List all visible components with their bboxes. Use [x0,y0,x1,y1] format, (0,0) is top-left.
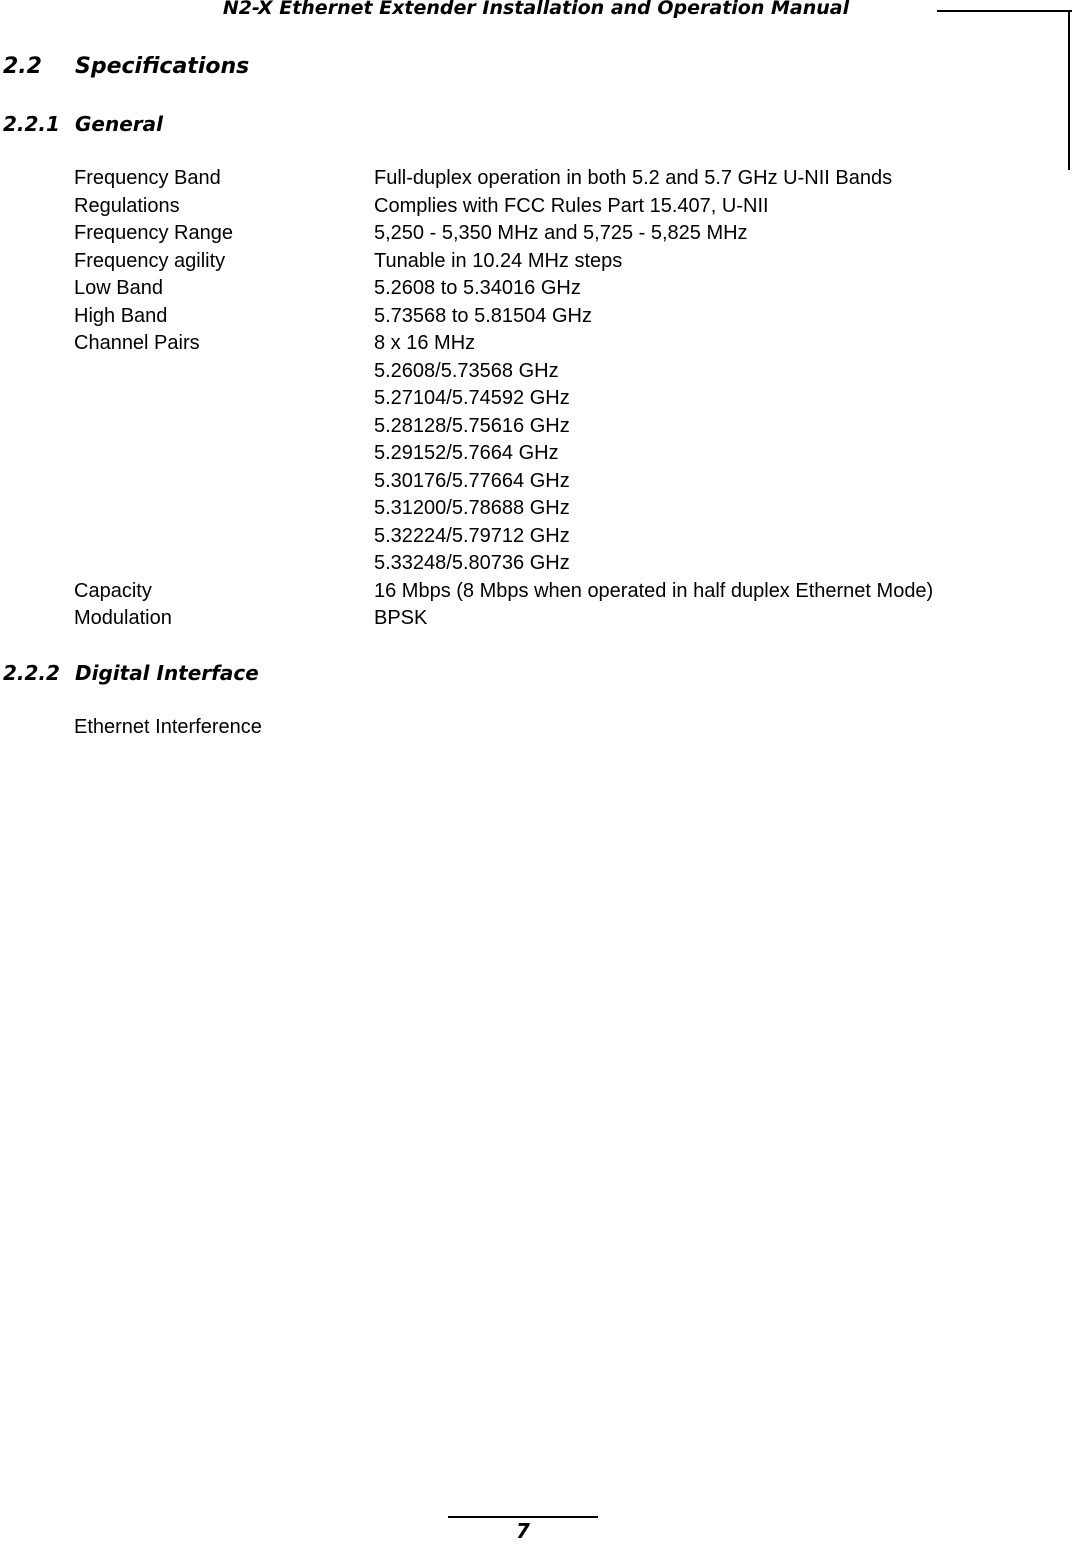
channel-pair-value: 5.33248/5.80736 GHz [374,552,570,574]
channel-pair-value: 5.28128/5.75616 GHz [374,414,570,437]
spec-label: Capacity [74,579,152,602]
spec-row [74,193,1034,221]
spec-row [74,165,1034,193]
spec-row [74,495,1034,523]
spec-label: Frequency Band [74,167,221,189]
spec-label [74,385,374,413]
spec-value: Tunable in 10.24 MHz steps [374,249,623,272]
spec-row [74,550,1034,578]
channel-pair-value: 5.29152/5.7664 GHz [374,442,559,464]
spec-label: Frequency Range [74,222,233,244]
spec-label [74,550,374,578]
subsection-title: Digital Interface [75,661,259,685]
spec-label [74,413,374,441]
channel-pair-value: 5.32224/5.79712 GHz [374,524,570,547]
subsection-heading-general [3,111,163,137]
spec-label: High Band [74,304,168,327]
channel-pair-value: 5.2608/5.73568 GHz [374,359,559,382]
spec-value: 8 x 16 MHz [374,332,476,354]
spec-label [74,358,374,386]
spec-label [74,495,374,523]
spec-label [74,440,374,468]
spec-row [74,303,1034,331]
spec-row [74,275,1034,303]
channel-pair-value: 5.31200/5.78688 GHz [374,497,570,519]
spec-row [74,605,1034,633]
subsection-heading-digital-interface [3,660,259,686]
header-rule-horizontal [937,10,1072,12]
spec-label [74,523,374,551]
spec-value: Full-duplex operation in both 5.2 and 5.7 GHz U-NII Bands [374,167,893,189]
spec-value: 16 Mbps (8 Mbps when operated in half duplex Ethernet Mode) [374,579,934,602]
channel-pair-value: 5.27104/5.74592 GHz [374,387,570,409]
spec-label: Frequency agility [74,249,226,272]
channel-pair-value: 5.30176/5.77664 GHz [374,469,570,492]
spec-row [74,468,1034,496]
spec-value: Complies with FCC Rules Part 15.407, U-NII [374,194,769,217]
spec-label: Low Band [74,277,163,299]
spec-value: 5,250 - 5,350 MHz and 5,725 - 5,825 MHz [374,222,748,244]
spec-row [74,523,1034,551]
spec-row [74,220,1034,248]
digital-interface-item: Ethernet Interference [74,716,262,738]
general-specs-table [74,165,1034,633]
spec-row [74,578,1034,606]
spec-label [74,468,374,496]
subsection-number: 2.2.2 [3,661,60,685]
subsection-number: 2.2.1 [3,112,60,136]
spec-row [74,440,1034,468]
spec-label: Modulation [74,607,172,629]
section-heading-specifications [3,53,249,81]
footer-rule [448,1516,598,1518]
header-rule-vertical [1068,10,1070,170]
spec-label: Channel Pairs [74,332,200,354]
spec-row [74,330,1034,358]
page-header-title: N2-X Ethernet Extender Installation and Operation Manual [222,0,850,19]
section-number: 2.2 [3,54,42,79]
spec-row [74,385,1034,413]
section-title: Specifications [75,54,250,79]
spec-value: 5.73568 to 5.81504 GHz [374,304,592,327]
spec-row [74,413,1034,441]
spec-row [74,248,1034,276]
spec-value: 5.2608 to 5.34016 GHz [374,277,581,299]
spec-label: Regulations [74,194,180,217]
page-number: 7 [516,1519,530,1543]
spec-value: BPSK [374,607,428,629]
subsection-title: General [75,112,163,136]
spec-row [74,358,1034,386]
